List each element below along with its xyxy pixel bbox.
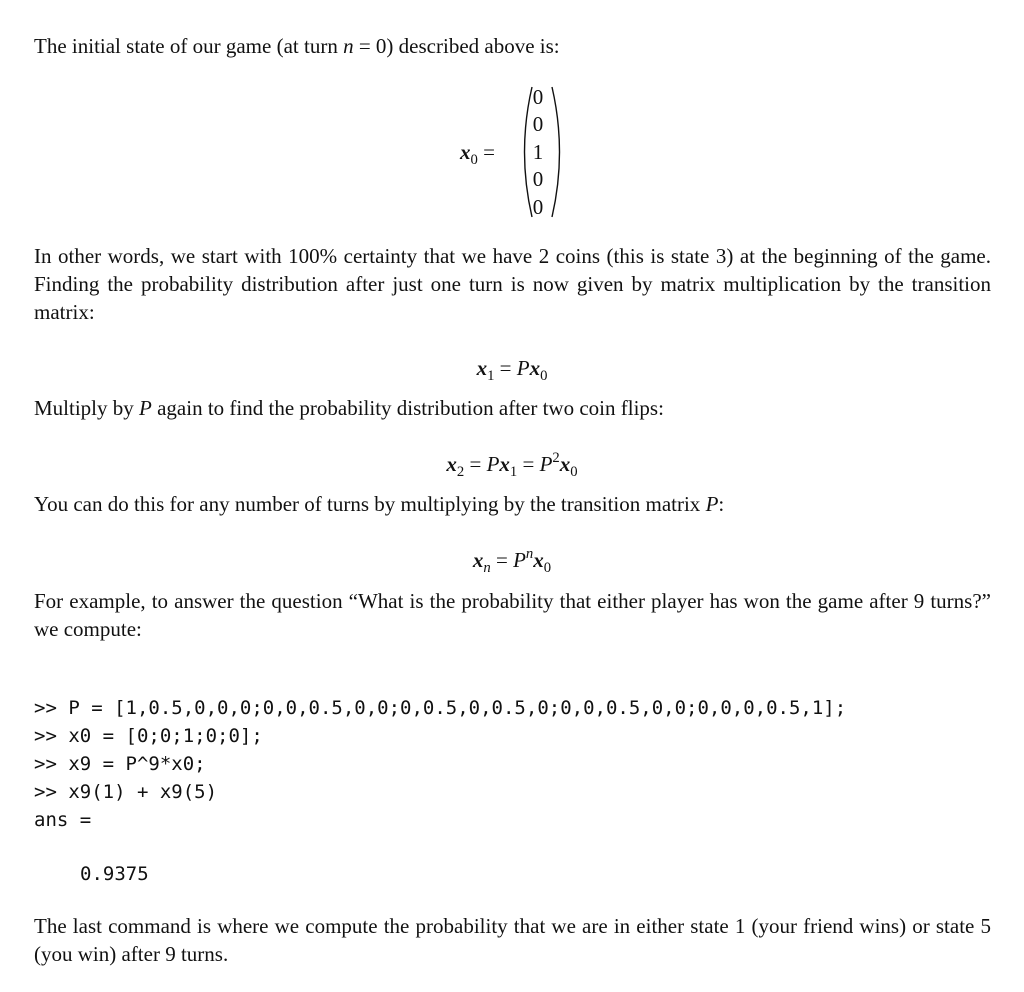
intro-paragraph xyxy=(34,32,991,60)
code-line: >> x9 = P^9*x0; xyxy=(34,753,206,775)
right-paren xyxy=(552,87,560,217)
state-entry: 0 xyxy=(532,85,544,109)
equation-x1: $x_1 = Px_0$ xyxy=(476,356,548,384)
intro-text-start: The initial state of our game (at turn xyxy=(34,34,344,58)
code-line: >> P = [1,0.5,0,0,0;0,0,0.5,0,0;0,0.5,0,0.5,0;0,0,0.5,0,0;0,0,0,0.5,1]; xyxy=(34,697,847,719)
paragraph-example: For example, to answer the question “What is the probability that either player has won the game after 9 turns?” we compute: xyxy=(34,589,991,641)
code-line: >> x0 = [0;0;1;0;0]; xyxy=(34,725,263,747)
intro-text-end: described above is: xyxy=(393,34,560,58)
paragraph-explanation: In other words, we start with 100% certainty that we have 2 coins (this is state 3) at the beginning of the game. Finding the probability distribution after just one turn is now given by matrix multiplication by the transition matrix: xyxy=(34,244,991,324)
state-entry: 0 xyxy=(532,112,544,137)
answer-value: 0.9375 xyxy=(80,863,149,885)
initial-state-label: $x_0$ = xyxy=(460,140,495,168)
equation-x2: $x_2 = Px_1 = P^2x_0$ xyxy=(446,450,578,480)
state-entry: 0 xyxy=(532,194,544,219)
state-entry: 1 xyxy=(532,139,544,164)
equation-xn: $x_n = P^nx_0$ xyxy=(472,546,552,576)
state-vector-entries xyxy=(526,84,550,221)
code-block xyxy=(34,666,846,806)
paragraph-any-turns: You can do this for any number of turns by multiplying by the transition matrix P: xyxy=(34,492,725,516)
code-line: >> x9(1) + x9(5) xyxy=(34,781,218,803)
math-variable-n: n xyxy=(343,34,354,58)
answer-label: ans = xyxy=(34,809,92,831)
state-entry: 0 xyxy=(532,167,544,192)
paragraph-conclusion: The last command is where we compute the probability that we are in either state 1 (your friend wins) or state 5 (you win) after 9 turns. xyxy=(34,914,991,966)
paragraph-multiply: Multiply by P again to find the probability distribution after two coin flips: xyxy=(34,396,664,420)
intro-math-rest: = 0) xyxy=(353,34,394,58)
